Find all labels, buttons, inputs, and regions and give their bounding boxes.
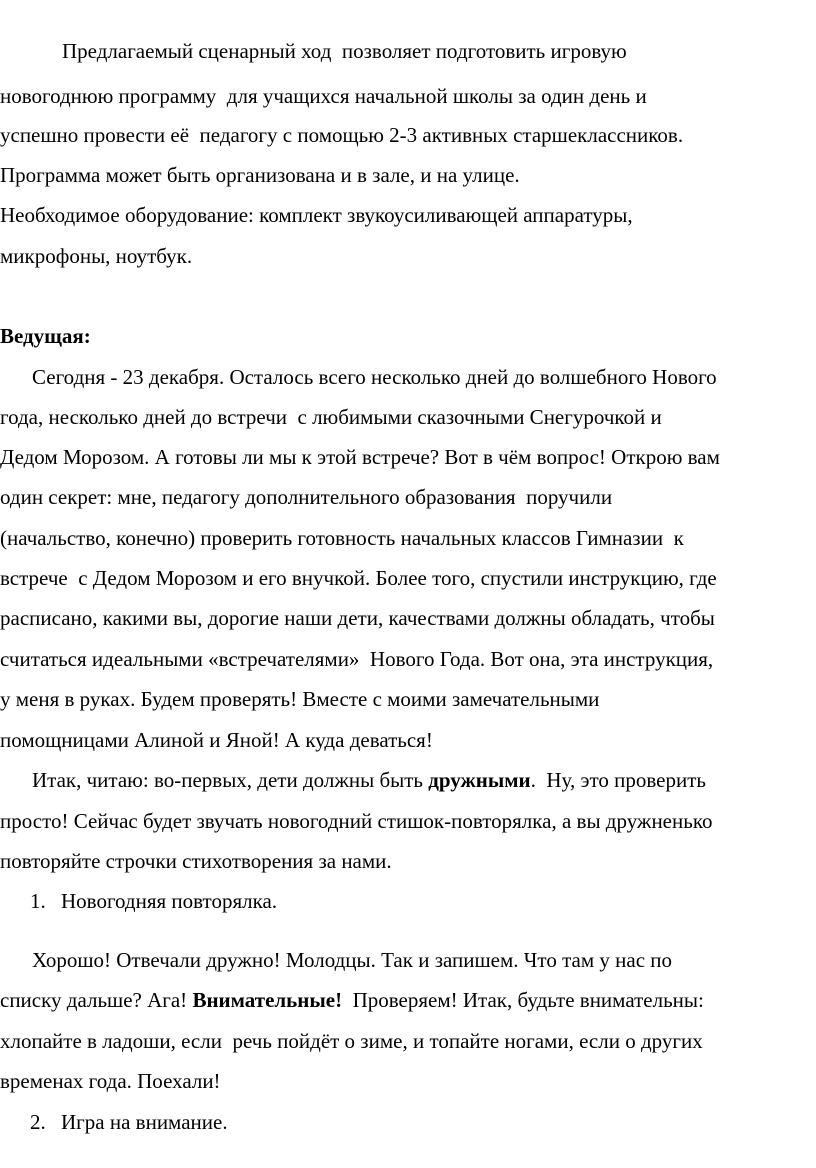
intro-line-5: Необходимое оборудование: комплект звукоусиливающей аппаратуры,: [0, 203, 633, 227]
keyword-friendly: дружными: [428, 768, 531, 792]
list-item-1-text: Новогодняя повторялка.: [61, 889, 278, 913]
intro-line-6: микрофоны, ноутбук.: [0, 244, 193, 268]
intro-line-3: успешно провести её педагогу с помощью 2-3 активных старшеклассников.: [0, 123, 684, 147]
para1-line-3: Дедом Морозом. А готовы ли мы к этой встрече? Вот в чём вопрос! Открою вам: [0, 445, 720, 469]
intro-line-1: Предлагаемый сценарный ход позволяет подготовить игровую: [62, 39, 627, 63]
para1-line-6: встрече с Дедом Морозом и его внучкой. Более того, спустили инструкцию, где: [0, 566, 717, 590]
para1-line-2: года, несколько дней до встречи с любимыми сказочными Снегурочкой и: [0, 405, 662, 429]
para2-line-2: просто! Сейчас будет звучать новогодний стишок-повторялка, а вы дружненько: [0, 809, 713, 833]
list-item-1-number: 1.: [30, 889, 46, 913]
para3-line-2: [0, 988, 816, 1012]
list-item-2-text: Игра на внимание.: [61, 1110, 228, 1134]
para2-line-1-post: . Ну, это проверить: [530, 768, 706, 792]
intro-line-2: новогоднюю программу для учащихся начальной школы за один день и: [0, 84, 647, 108]
para1-line-1: Сегодня - 23 декабря. Осталось всего несколько дней до волшебного Нового: [32, 365, 717, 389]
para1-line-10: помощницами Алиной и Яной! А куда деваться!: [0, 728, 433, 752]
para1-line-9: у меня в руках. Будем проверять! Вместе с моими замечательными: [0, 687, 600, 711]
intro-line-4: Программа может быть организована и в зале, и на улице.: [0, 163, 520, 187]
list-item-2-number: 2.: [30, 1110, 46, 1134]
para1-line-5: (начальство, конечно) проверить готовность начальных классов Гимназии к: [0, 526, 684, 550]
para3-line-3: хлопайте в ладоши, если речь пойдёт о зиме, и топайте ногами, если о других: [0, 1029, 703, 1053]
para1-line-7: расписано, какими вы, дорогие наши дети, качествами должны обладать, чтобы: [0, 606, 715, 630]
host-label: Ведущая:: [0, 324, 91, 348]
keyword-attentive: Внимательные!: [192, 988, 343, 1012]
para3-line-1: Хорошо! Отвечали дружно! Молодцы. Так и запишем. Что там у нас по: [32, 948, 672, 972]
para2-line-1-pre: Итак, читаю: во-первых, дети должны быть: [32, 768, 429, 792]
para1-line-4: один секрет: мне, педагогу дополнительного образования поручили: [0, 485, 613, 509]
para2-line-1: [32, 768, 816, 792]
para3-line-2-pre: списку дальше? Ага!: [0, 988, 193, 1012]
para3-line-2-post: Проверяем! Итак, будьте внимательны:: [342, 988, 704, 1012]
para2-line-3: повторяйте строчки стихотворения за нами.: [0, 849, 392, 873]
para3-line-4: временах года. Поехали!: [0, 1069, 221, 1093]
para1-line-8: считаться идеальными «встречателями» Нового Года. Вот она, эта инструкция,: [0, 647, 714, 671]
